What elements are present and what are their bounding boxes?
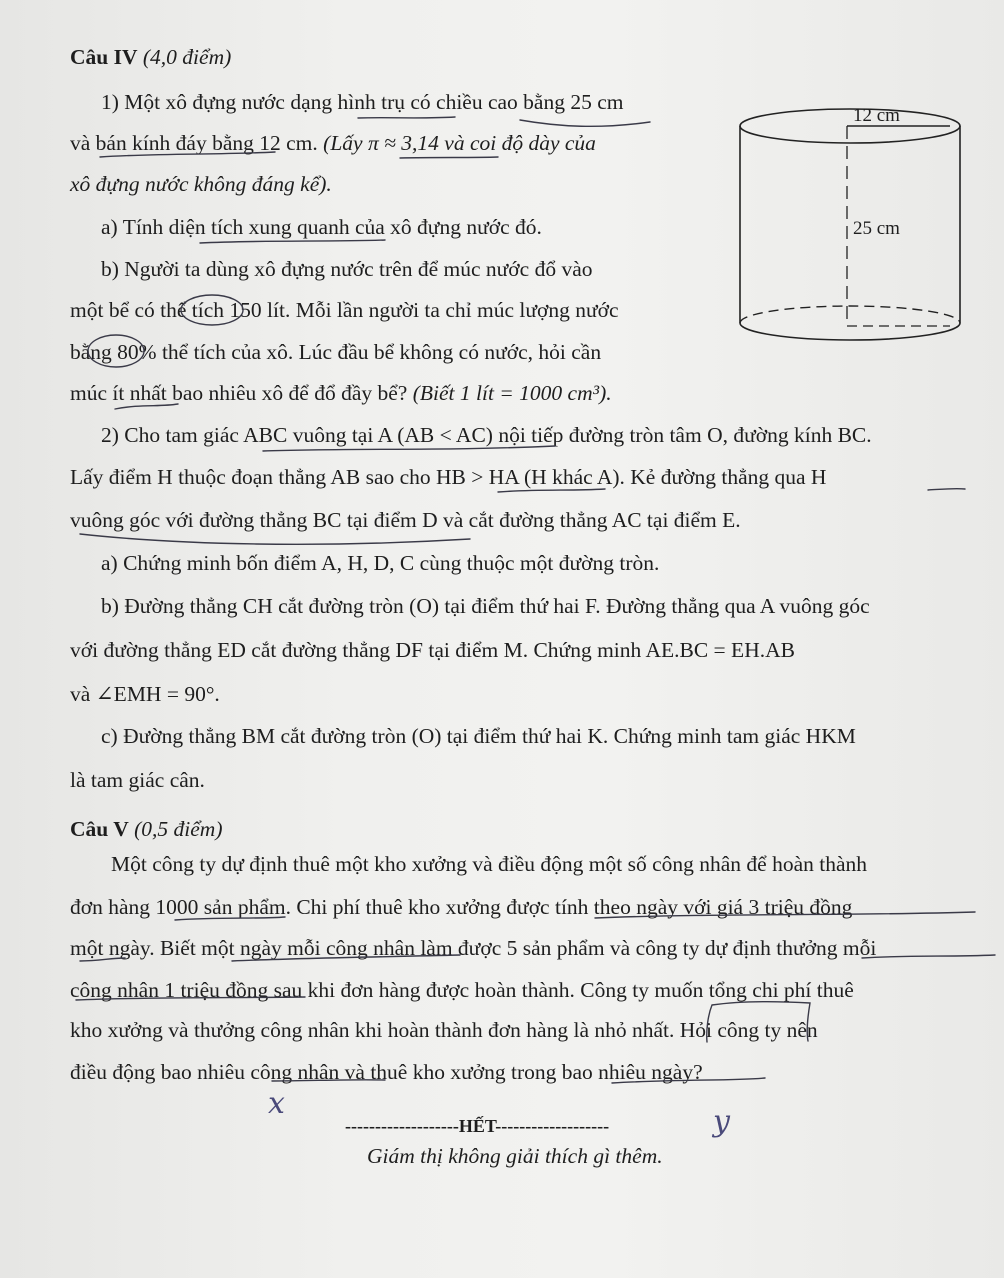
q5-line4: công nhân 1 triệu đồng sau khi đơn hàng được hoàn thành. Công ty muốn tổng chi phí thuê (70, 978, 854, 1002)
q4-p1-line3: xô đựng nước không đáng kể). (70, 172, 332, 196)
cylinder-bottom-back (740, 306, 960, 323)
q4-p1b-line4 (70, 379, 612, 407)
q4-p1-line2 (70, 129, 596, 157)
invigilator-note: Giám thị không giải thích gì thêm. (367, 1144, 663, 1168)
underline-vuong-goc (80, 534, 470, 544)
q4-p2c-line1: c) Đường thẳng BM cắt đường tròn (O) tại điểm thứ hai K. Chứng minh tam giác HKM (101, 724, 856, 748)
q5-line2: đơn hàng 1000 sản phẩm. Chi phí thuê kho xưởng được tính theo ngày với giá 3 triệu đồng (70, 895, 853, 919)
q4-p2b-line2: với đường thẳng ED cắt đường thẳng DF tại điểm M. Chứng minh AE.BC = EH.AB (70, 638, 795, 662)
q5-heading (70, 815, 223, 843)
q4-p1b-line3: bằng 80% thể tích của xô. Lúc đầu bể không có nước, hỏi cần (70, 340, 602, 364)
q4-p2a: a) Chứng minh bốn điểm A, H, D, C cùng thuộc một đường tròn. (101, 551, 660, 575)
q4-heading-points: (4,0 điểm) (142, 45, 232, 69)
underline-thuong (862, 955, 995, 958)
q4-p1-line1: 1) Một xô đựng nước dạng hình trụ có chiều cao bằng 25 cm (101, 90, 624, 114)
radius-label: 12 cm (853, 105, 900, 126)
q4-p1-line2-text: và bán kính đáy bằng 12 cm. (70, 131, 324, 155)
handwritten-x: x (268, 1086, 285, 1121)
underline-h (928, 489, 965, 490)
q5-heading-label: Câu V (70, 817, 129, 841)
underline-hinh-tru (358, 117, 455, 118)
q4-p1b-line4-text: múc ít nhất bao nhiêu xô để đổ đầy bể? (70, 381, 413, 405)
q4-p1-line2-hint: (Lấy π ≈ 3,14 và coi độ dày của (323, 131, 596, 155)
q4-p1b-line1: b) Người ta dùng xô đựng nước trên để múc nước đổ vào (101, 257, 593, 281)
q4-p1b-line4-hint: (Biết 1 lít = 1000 cm³). (412, 381, 612, 405)
q4-heading (70, 43, 231, 71)
q4-p2-line1: 2) Cho tam giác ABC vuông tại A (AB < AC) nội tiếp đường tròn tâm O, đường kính BC. (101, 423, 872, 447)
q5-line5: kho xưởng và thưởng công nhân khi hoàn thành đơn hàng là nhỏ nhất. Hỏi công ty nên (70, 1018, 818, 1042)
q5-line1: Một công ty dự định thuê một kho xưởng và điều động một số công nhân để hoàn thành (111, 852, 868, 876)
handwritten-y: y (713, 1104, 730, 1139)
q4-p1b-line2: một bể có thể tích 150 lít. Mỗi lần người ta chỉ múc lượng nước (70, 298, 619, 322)
q5-line6: điều động bao nhiêu công nhân và thuê kho xưởng trong bao nhiêu ngày? (70, 1060, 703, 1084)
q5-heading-points: (0,5 điểm) (134, 817, 223, 841)
underline-pi (400, 157, 498, 158)
q4-p2b-line3: và ∠EMH = 90°. (70, 682, 220, 706)
q5-line3: một ngày. Biết một ngày mỗi công nhân làm được 5 sản phẩm và công ty dự định thưởng mỗi (70, 936, 877, 960)
cylinder-figure (735, 88, 975, 378)
height-label: 25 cm (853, 218, 900, 239)
q4-p2c-line2: là tam giác cân. (70, 768, 205, 792)
q4-p2-line3: vuông góc với đường thẳng BC tại điểm D và cắt đường thẳng AC tại điểm E. (70, 508, 741, 532)
q4-p1a: a) Tính diện tích xung quanh của xô đựng nước đó. (101, 215, 542, 239)
underline-chieu-cao (520, 120, 650, 126)
end-marker: -------------------HẾT------------------- (345, 1116, 610, 1136)
q4-p2b-line1: b) Đường thẳng CH cắt đường tròn (O) tại điểm thứ hai F. Đường thẳng qua A vuông góc (101, 594, 870, 618)
q4-p2-line2: Lấy điểm H thuộc đoạn thẳng AB sao cho HB > HA (H khác A). Kẻ đường thẳng qua H (70, 465, 827, 489)
q4-heading-label: Câu IV (70, 45, 138, 69)
